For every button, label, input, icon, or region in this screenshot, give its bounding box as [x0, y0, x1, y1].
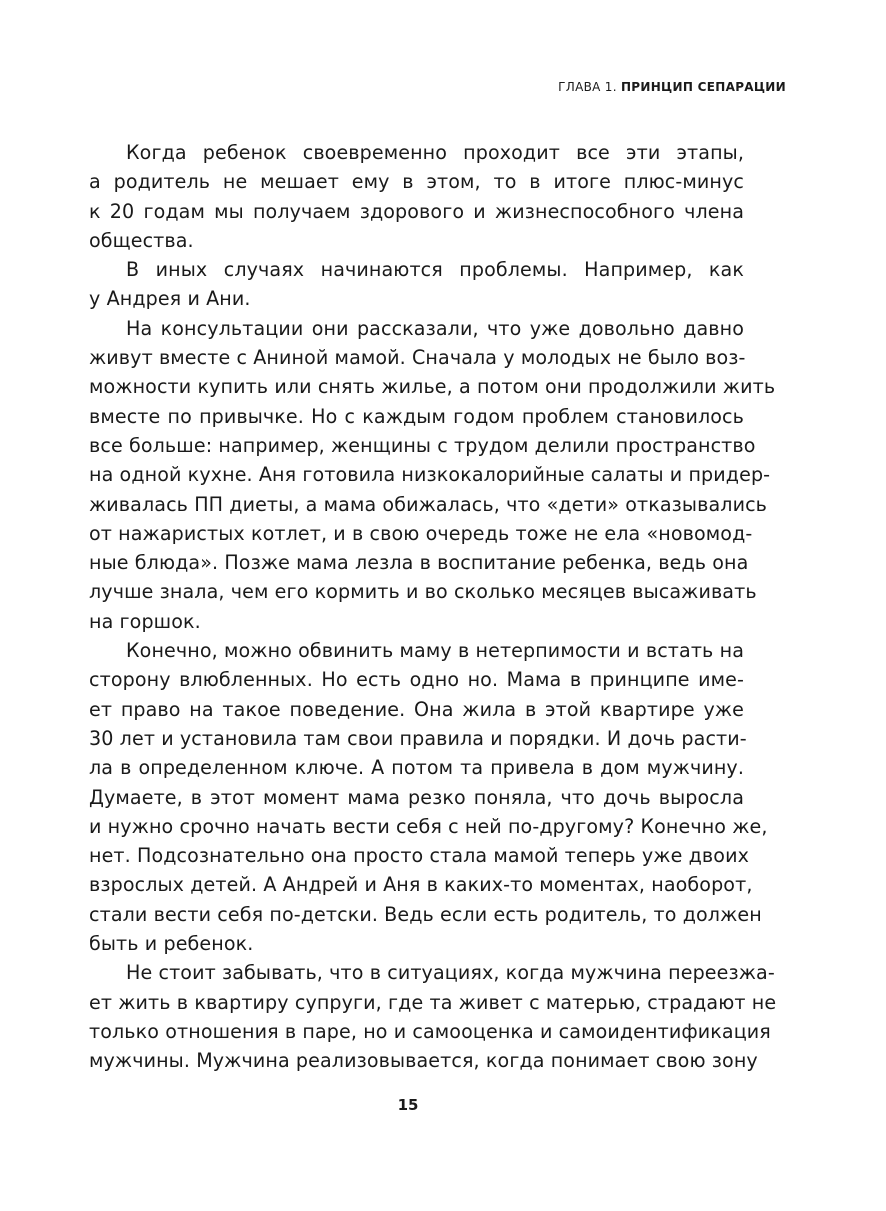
text-line: ла в определенном ключе. А потом та привела в дом мужчину. — [89, 756, 744, 780]
text-line: вместе по привычке. Но с каждым годом проблем становилось — [89, 404, 744, 428]
text-line: лучше знала, чем его кормить и во сколько месяцев высаживать — [89, 580, 757, 604]
text-line: у Андрея и Ани. — [89, 287, 251, 311]
running-head — [558, 80, 786, 94]
text-line: ет право на такое поведение. Она жила в этой квартире уже — [89, 697, 744, 721]
text-line: 30 лет и установила там свои правила и порядки. И дочь расти- — [89, 726, 747, 750]
text-line: мужчины. Мужчина реализовывается, когда понимает свою зону — [89, 1049, 758, 1073]
page-number: 15 — [397, 1096, 419, 1114]
text-line: ет жить в квартиру супруги, где та живет с матерью, страдают не — [89, 990, 777, 1014]
text-line: быть и ребенок. — [89, 932, 254, 956]
text-line: Думаете, в этот момент мама резко поняла, что дочь выросла — [89, 785, 744, 809]
text-line: Когда ребенок своевременно проходит все эти этапы, — [126, 141, 744, 164]
text-line: только отношения в паре, но и самооценка и самоидентификация — [89, 1019, 771, 1043]
text-line: от нажаристых котлет, и в свою очередь тоже не ела «новомод- — [89, 521, 753, 545]
body-text — [89, 138, 777, 1076]
text-line: к 20 годам мы получаем здорового и жизнеспособного члена — [89, 199, 744, 223]
text-line: На консультации они рассказали, что уже довольно давно — [126, 316, 744, 340]
text-line: В иных случаях начинаются проблемы. Например, как — [126, 258, 744, 282]
text-line: ные блюда». Позже мама лезла в воспитание ребенка, ведь она — [89, 551, 749, 575]
text-line: можности купить или снять жилье, а потом они продолжили жить — [89, 375, 776, 399]
text-line: общества. — [89, 228, 194, 252]
paragraph — [89, 958, 777, 1075]
paragraph — [89, 255, 744, 314]
chapter-label: ГЛАВА 1. — [558, 80, 617, 94]
text-line: на горшок. — [89, 609, 201, 633]
text-line: на одной кухне. Аня готовила низкокалорийные салаты и придер- — [89, 463, 771, 487]
text-line: взрослых детей. А Андрей и Аня в каких-то моментах, наоборот, — [89, 873, 753, 897]
paragraph — [89, 636, 768, 958]
text-line: живалась ПП диеты, а мама обижалась, что «дети» отказывались — [89, 492, 768, 516]
text-line: нет. Подсознательно она просто стала мамой теперь уже двоих — [89, 844, 749, 868]
text-line: стали вести себя по-детски. Ведь если есть родитель, то должен — [89, 902, 762, 926]
paragraph — [89, 314, 776, 636]
text-line: а родитель не мешает ему в этом, то в итоге плюс-минус — [89, 170, 744, 194]
text-line: и нужно срочно начать вести себя с ней по-другому? Конечно же, — [89, 814, 768, 838]
text-line: сторону влюбленных. Но есть одно но. Мама в принципе име- — [89, 668, 744, 692]
paragraph — [89, 138, 744, 255]
text-line: все больше: например, женщины с трудом делили пространство — [89, 433, 756, 457]
text-line: Конечно, можно обвинить маму в нетерпимости и встать на — [126, 639, 744, 663]
text-line: Не стоит забывать, что в ситуациях, когда мужчина переезжа- — [126, 961, 775, 985]
text-line: живут вместе с Аниной мамой. Сначала у молодых не было воз- — [89, 346, 746, 370]
chapter-title: ПРИНЦИП СЕПАРАЦИИ — [620, 80, 786, 94]
